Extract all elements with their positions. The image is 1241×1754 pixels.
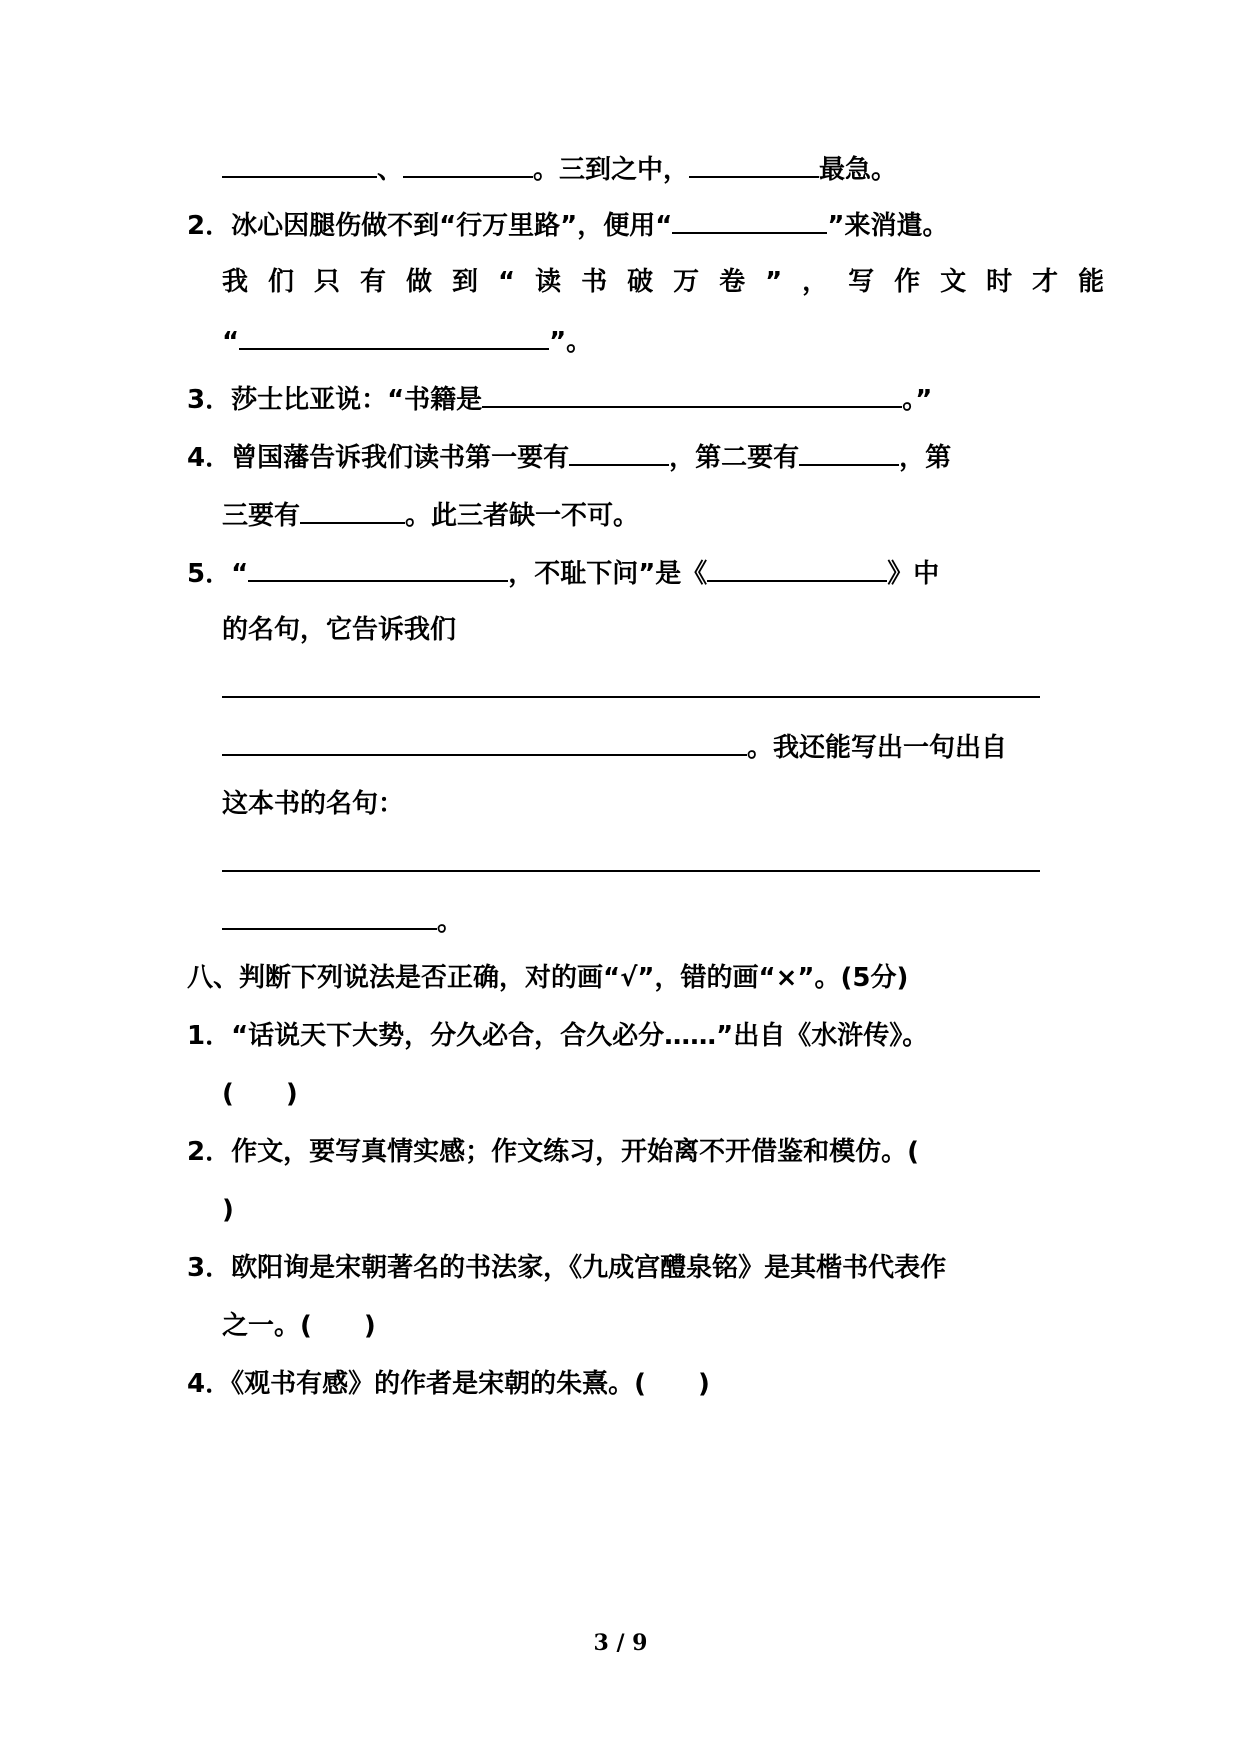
question-5-line3 xyxy=(222,670,1040,708)
question-2: 2．冰心因腿伤做不到“行万里路”，便用“ ”来消遣。 xyxy=(187,206,948,244)
question-5-line5: 这本书的名句： xyxy=(222,789,405,819)
q7-1-tail: 、 。三到之中， 最急。 xyxy=(222,150,897,188)
section-8-item-3: 3．欧阳询是宋朝著名的书法家，《九成宫醴泉铭》是其楷书代表作 xyxy=(187,1253,947,1283)
blank[interactable] xyxy=(403,150,533,178)
question-2-line2: 我们只有做到“读书破万卷”，写作文时才能 xyxy=(222,267,1125,297)
blank[interactable] xyxy=(222,728,747,756)
blank[interactable] xyxy=(239,322,549,350)
blank[interactable] xyxy=(222,902,437,930)
question-2-line3: “ ”。 xyxy=(222,322,592,360)
blank[interactable] xyxy=(689,150,819,178)
question-4: 4．曾国藩告诉我们读书第一要有 ，第二要有 ，第 xyxy=(187,438,951,476)
blank[interactable] xyxy=(482,380,902,408)
answer-paren[interactable]: ) xyxy=(222,1195,234,1225)
question-5: 5．“ ，不耻下问”是《 》中 xyxy=(187,554,939,592)
blank[interactable] xyxy=(300,496,405,524)
question-4-line2: 三要有 。此三者缺一不可。 xyxy=(222,496,639,534)
page-number: 3 / 9 xyxy=(593,1630,648,1656)
section-8-item-4[interactable]: 4．《观书有感》的作者是宋朝的朱熹。( ) xyxy=(187,1369,710,1399)
answer-paren[interactable]: ( ) xyxy=(222,1079,298,1109)
blank[interactable] xyxy=(222,150,377,178)
question-5-line7: 。 xyxy=(222,902,463,940)
blank[interactable] xyxy=(222,670,1040,698)
section-8-title: 八、判断下列说法是否正确，对的画“√”，错的画“×”。(5分) xyxy=(187,963,909,993)
question-5-line4: 。我还能写出一句出自 xyxy=(222,728,1007,766)
question-5-line6 xyxy=(222,844,1040,882)
section-8-item-2: 2．作文，要写真情实感；作文练习，开始离不开借鉴和模仿。( xyxy=(187,1137,919,1167)
blank[interactable] xyxy=(799,438,899,466)
blank[interactable] xyxy=(222,844,1040,872)
blank[interactable] xyxy=(672,206,827,234)
section-8-item-3-line2[interactable]: 之一。( ) xyxy=(222,1311,376,1341)
section-8-item-1: 1．“话说天下大势，分久必合，合久必分……”出自《水浒传》。 xyxy=(187,1021,929,1051)
blank[interactable] xyxy=(569,438,669,466)
blank[interactable] xyxy=(707,554,887,582)
question-5-line2: 的名句，它告诉我们 xyxy=(222,615,457,645)
blank[interactable] xyxy=(248,554,508,582)
question-3: 3．莎士比亚说：“书籍是 。” xyxy=(187,380,932,418)
